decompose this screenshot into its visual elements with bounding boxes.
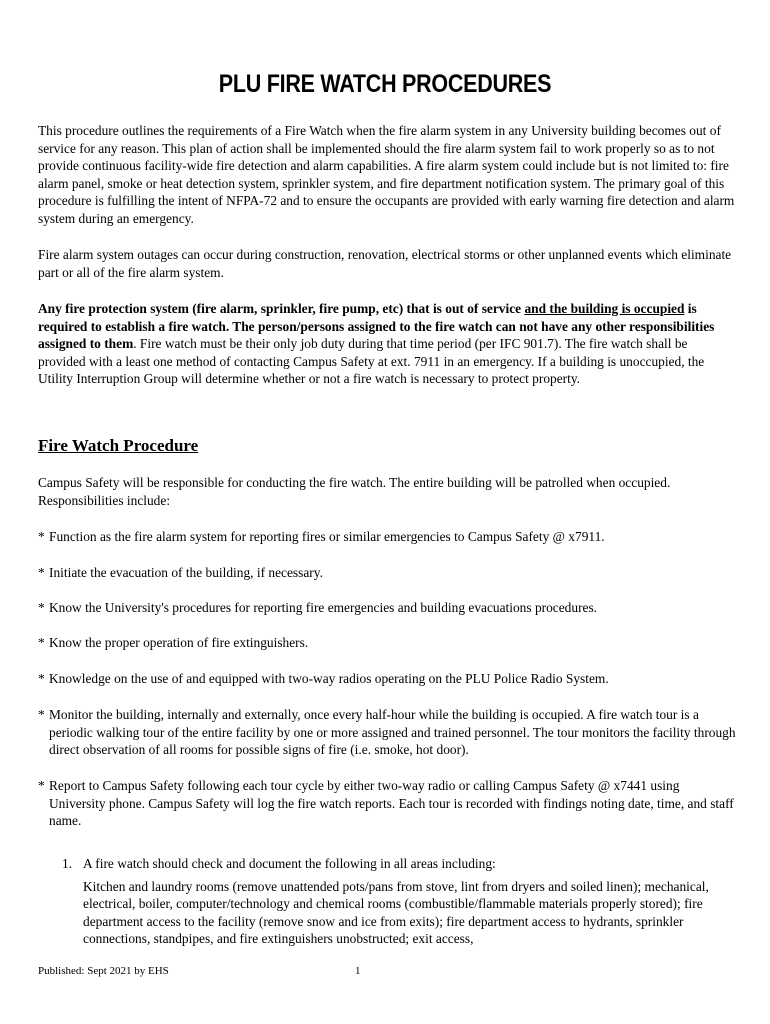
section-heading: Fire Watch Procedure: [38, 436, 199, 455]
numbered-detail: Kitchen and laundry rooms (remove unattended pots/pans from stove, lint from dryers and soiled linen); mechanical, electrical, boiler, computer/technology and chemical rooms (combustible/flammable materials properly stored); fire department access to the facility (remove snow and ice from exits); fire department access to hydrants, sprinkler connections, standpipes, and fire extinguishers unobstructed; exit access,: [83, 878, 709, 947]
outages-text: Fire alarm system outages can occur during construction, renovation, electrical storms or other unplanned events which eliminate part or all of the fire alarm system.: [38, 247, 732, 280]
bullet-text: Know the University's procedures for reporting fire emergencies and building evacuations procedures.: [49, 600, 598, 615]
bullet-marker: *: [38, 671, 45, 686]
bullet-text: Initiate the evacuation of the building, if necessary.: [49, 565, 323, 580]
requirement-text: [38, 300, 738, 388]
footer-published: Published: Sept 2021 by EHS: [38, 965, 169, 977]
list-item: [38, 634, 738, 652]
bullet-marker: *: [38, 529, 45, 544]
section-intro-text: Campus Safety will be responsible for conducting the fire watch. The entire building will be patrolled when occupied. Responsibilities include:: [38, 475, 671, 508]
outages-paragraph: [38, 246, 738, 281]
bullet-marker: *: [38, 600, 45, 615]
section-intro: [38, 474, 738, 509]
bullet-marker: *: [38, 565, 45, 580]
list-item: [38, 528, 738, 546]
numbered-item: [62, 855, 732, 948]
list-item: [38, 564, 738, 582]
numbered-lead: A fire watch should check and document the following in all areas including:: [83, 856, 496, 871]
document-title: PLU FIRE WATCH PROCEDURES: [218, 70, 552, 98]
requirement-paragraph: [38, 300, 738, 388]
item-number: 1.: [62, 856, 73, 871]
intro-text: This procedure outlines the requirements of a Fire Watch when the fire alarm system in any University building becomes out of service for any reason. This plan of action shall be implemented should the fire alarm system fail to work properly so as to not provide continuous facility-wide fire detection and alarm capabilities. A fire alarm system could include but is not limited to: fire alarm panel, smoke or heat detection system, sprinkler system, and fire department notification system. The primary goal of this procedure is fulfilling the intent of NFPA-72 and to ensure the occupants are provided with early warning fire detection and alarm system during an emergency.: [38, 123, 735, 226]
bullet-marker: *: [38, 635, 45, 650]
page-number: 1: [355, 965, 361, 977]
bullet-text: Monitor the building, internally and externally, once every half-hour while the building is occupied. A fire watch tour is a periodic walking tour of the entire facility by one or more assigned and trained personnel. The tour monitors the facility through direct observation of all rooms for possible signs of fire (i.e. smoke, hot door).: [49, 707, 736, 758]
requirement-rest: . Fire watch must be their only job duty during that time period (per IFC 901.7). The fire watch shall be provided with a least one method of contacting Campus Safety at ext. 7911 in an emergency. If a building is unoccupied, the Utility Interruption Group will determine whether or not a fire watch is necessary to protect property.: [38, 336, 705, 387]
bullet-text: Function as the fire alarm system for reporting fires or similar emergencies to Campus Safety @ x7911.: [49, 529, 605, 544]
bullet-marker: *: [38, 707, 45, 722]
list-item: [38, 599, 738, 617]
list-item: [38, 706, 738, 759]
bullet-text: Report to Campus Safety following each tour cycle by either two-way radio or calling Campus Safety @ x7441 using University phone. Campus Safety will log the fire watch reports. Each tour is recorded with findings noting date, time, and staff name.: [49, 778, 734, 829]
requirement-bold-start: Any fire protection system (fire alarm, sprinkler, fire pump, etc) that is out of service: [38, 301, 525, 316]
intro-paragraph: [38, 122, 738, 228]
list-item: [38, 777, 738, 830]
requirement-underlined: and the building is occupied: [524, 301, 685, 316]
bullet-text: Knowledge on the use of and equipped with two-way radios operating on the PLU Police Radio System.: [49, 671, 609, 686]
list-item: [38, 670, 738, 688]
bullet-marker: *: [38, 778, 45, 793]
requirement-bold-end: is required to establish a fire watch. The person/persons assigned to the fire watch can not have any other responsibilities assigned to them: [38, 301, 715, 352]
bullet-text: Know the proper operation of fire extinguishers.: [49, 635, 309, 650]
